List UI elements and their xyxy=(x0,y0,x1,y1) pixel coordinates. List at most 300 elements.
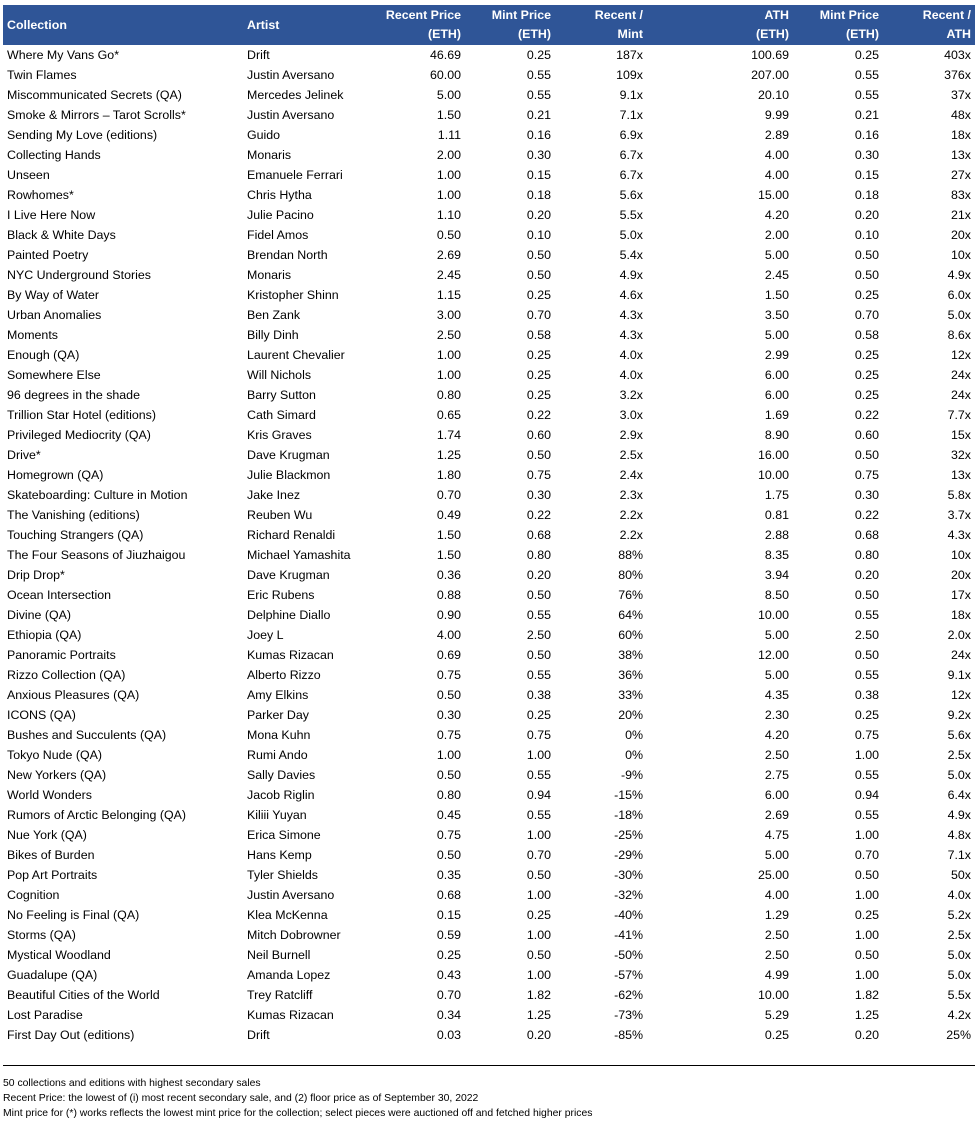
cell-ath-mint-price: 0.70 xyxy=(854,308,879,322)
cell-recent-price: 0.03 xyxy=(436,1028,461,1042)
column-header-line: Mint Price xyxy=(819,8,879,22)
cell-artist: Dave Krugman xyxy=(247,568,330,582)
cell-recent-ath: 403x xyxy=(944,48,971,62)
table-row xyxy=(3,65,975,85)
cell-recent-ath: 24x xyxy=(951,648,971,662)
cell-recent-ath: 8.6x xyxy=(947,328,971,342)
cell-recent-price: 1.50 xyxy=(436,548,461,562)
cell-mint-price: 0.55 xyxy=(526,768,551,782)
table-row xyxy=(3,805,975,825)
cell-collection: Privileged Mediocrity (QA) xyxy=(7,428,151,442)
cell-collection: Beautiful Cities of the World xyxy=(7,988,160,1002)
table-row xyxy=(3,105,975,125)
cell-collection: Divine (QA) xyxy=(7,608,72,622)
cell-recent-mint: 6.9x xyxy=(619,128,643,142)
cell-ath-mint-price: 1.00 xyxy=(854,968,879,982)
cell-mint-price: 0.15 xyxy=(526,168,551,182)
cell-recent-price: 0.90 xyxy=(436,608,461,622)
column-header-line: (ETH) xyxy=(517,27,551,41)
cell-recent-mint: -15% xyxy=(614,788,643,802)
cell-recent-price: 5.00 xyxy=(436,88,461,102)
table-row xyxy=(3,785,975,805)
cell-artist: Kris Graves xyxy=(247,428,312,442)
cell-recent-mint: 4.9x xyxy=(619,268,643,282)
cell-recent-price: 1.11 xyxy=(437,128,461,142)
cell-artist: Richard Renaldi xyxy=(247,528,336,542)
cell-recent-price: 1.25 xyxy=(436,448,461,462)
cell-ath: 6.00 xyxy=(764,788,789,802)
cell-recent-price: 2.50 xyxy=(436,328,461,342)
cell-recent-mint: 2.2x xyxy=(619,528,643,542)
cell-artist: Will Nichols xyxy=(247,368,312,382)
cell-recent-price: 1.00 xyxy=(436,168,461,182)
cell-ath-mint-price: 0.55 xyxy=(854,668,879,682)
cell-collection: World Wonders xyxy=(7,788,92,802)
cell-collection: Rumors of Arctic Belonging (QA) xyxy=(7,808,187,822)
cell-ath: 4.00 xyxy=(764,888,789,902)
cell-recent-price: 0.70 xyxy=(436,988,461,1002)
cell-artist: Jacob Riglin xyxy=(247,788,315,802)
cell-mint-price: 0.55 xyxy=(526,808,551,822)
table-row xyxy=(3,345,975,365)
table-row xyxy=(3,745,975,765)
cell-recent-price: 0.50 xyxy=(436,688,461,702)
cell-recent-ath: 5.2x xyxy=(947,908,971,922)
cell-recent-price: 0.88 xyxy=(436,588,461,602)
column-header-ath xyxy=(647,5,793,45)
cell-ath-mint-price: 0.16 xyxy=(854,128,879,142)
cell-recent-price: 0.43 xyxy=(436,968,461,982)
cell-ath: 0.81 xyxy=(764,508,789,522)
cell-mint-price: 0.58 xyxy=(526,328,551,342)
cell-recent-ath: 2.0x xyxy=(947,628,971,642)
cell-collection: New Yorkers (QA) xyxy=(7,768,107,782)
cell-recent-price: 3.00 xyxy=(436,308,461,322)
cell-mint-price: 1.25 xyxy=(526,1008,551,1022)
cell-mint-price: 0.25 xyxy=(526,288,551,302)
cell-recent-ath: 12x xyxy=(951,688,971,702)
cell-ath: 2.75 xyxy=(764,768,789,782)
cell-recent-mint: -30% xyxy=(614,868,643,882)
cell-artist: Neil Burnell xyxy=(247,948,311,962)
cell-collection: By Way of Water xyxy=(7,288,100,302)
cell-recent-ath: 13x xyxy=(951,468,971,482)
cell-recent-mint: 6.7x xyxy=(619,148,643,162)
table-row xyxy=(3,645,975,665)
cell-ath-mint-price: 0.30 xyxy=(854,488,879,502)
cell-mint-price: 0.30 xyxy=(526,148,551,162)
table-row xyxy=(3,305,975,325)
cell-recent-ath: 32x xyxy=(951,448,971,462)
cell-recent-mint: -57% xyxy=(614,968,643,982)
cell-ath-mint-price: 0.55 xyxy=(854,68,879,82)
cell-ath-mint-price: 1.82 xyxy=(854,988,879,1002)
column-header-line: Collection xyxy=(7,17,67,32)
table-row xyxy=(3,265,975,285)
cell-mint-price: 0.25 xyxy=(526,708,551,722)
cell-recent-mint: 33% xyxy=(618,688,643,702)
cell-ath-mint-price: 0.25 xyxy=(854,288,879,302)
cell-mint-price: 0.25 xyxy=(526,48,551,62)
cell-ath: 4.35 xyxy=(764,688,789,702)
table-row xyxy=(3,545,975,565)
cell-ath-mint-price: 0.20 xyxy=(854,568,879,582)
table-row xyxy=(3,825,975,845)
table-row xyxy=(3,125,975,145)
cell-recent-price: 0.75 xyxy=(436,668,461,682)
cell-artist: Hans Kemp xyxy=(247,848,312,862)
cell-artist: Drift xyxy=(247,48,270,62)
column-header-artist xyxy=(243,5,373,45)
cell-ath: 3.50 xyxy=(764,308,789,322)
table-row xyxy=(3,1025,975,1045)
cell-recent-mint: 2.3x xyxy=(619,488,643,502)
cell-recent-ath: 9.2x xyxy=(947,708,971,722)
cell-mint-price: 0.50 xyxy=(526,268,551,282)
cell-recent-price: 1.80 xyxy=(436,468,461,482)
cell-recent-price: 0.15 xyxy=(436,908,461,922)
cell-recent-mint: 7.1x xyxy=(619,108,643,122)
cell-recent-ath: 5.5x xyxy=(947,988,971,1002)
cell-ath-mint-price: 0.50 xyxy=(854,248,879,262)
cell-collection: Trillion Star Hotel (editions) xyxy=(7,408,156,422)
cell-collection: I Live Here Now xyxy=(7,208,96,222)
table-row xyxy=(3,205,975,225)
column-header-line: Recent / xyxy=(922,8,971,22)
table-row xyxy=(3,365,975,385)
cell-ath-mint-price: 0.50 xyxy=(854,868,879,882)
cell-recent-ath: 7.7x xyxy=(947,408,971,422)
cell-recent-ath: 24x xyxy=(951,368,971,382)
cell-artist: Erica Simone xyxy=(247,828,321,842)
cell-mint-price: 0.50 xyxy=(526,648,551,662)
table-row xyxy=(3,145,975,165)
cell-mint-price: 0.50 xyxy=(526,588,551,602)
cell-artist: Monaris xyxy=(247,148,292,162)
cell-recent-ath: 12x xyxy=(951,348,971,362)
column-header-line: Recent / xyxy=(594,8,643,22)
cell-recent-ath: 5.0x xyxy=(947,308,971,322)
cell-artist: Mona Kuhn xyxy=(247,728,311,742)
cell-recent-price: 46.69 xyxy=(429,48,461,62)
cell-recent-ath: 37x xyxy=(951,88,971,102)
column-header-line: Artist xyxy=(247,17,280,32)
cell-ath-mint-price: 0.22 xyxy=(854,408,879,422)
cell-ath-mint-price: 0.70 xyxy=(854,848,879,862)
cell-collection: Ocean Intersection xyxy=(7,588,112,602)
cell-ath: 2.30 xyxy=(764,708,789,722)
column-header-recent-ath xyxy=(883,5,975,45)
cell-artist: Tyler Shields xyxy=(247,868,318,882)
cell-collection: Smoke & Mirrors – Tarot Scrolls* xyxy=(7,108,186,122)
cell-ath: 4.00 xyxy=(764,168,789,182)
cell-recent-ath: 48x xyxy=(951,108,971,122)
cell-mint-price: 1.82 xyxy=(526,988,551,1002)
cell-mint-price: 0.55 xyxy=(526,668,551,682)
cell-ath: 4.00 xyxy=(764,148,789,162)
cell-artist: Brendan North xyxy=(247,248,328,262)
cell-ath: 6.00 xyxy=(764,368,789,382)
cell-ath-mint-price: 0.55 xyxy=(854,88,879,102)
cell-recent-mint: 109x xyxy=(616,68,643,82)
cell-collection: Mystical Woodland xyxy=(7,948,111,962)
table-row xyxy=(3,665,975,685)
cell-ath: 8.50 xyxy=(764,588,789,602)
cell-recent-mint: 5.6x xyxy=(619,188,643,202)
cell-artist: Joey L xyxy=(247,628,284,642)
cell-ath: 2.50 xyxy=(764,748,789,762)
cell-recent-ath: 20x xyxy=(951,228,971,242)
cell-mint-price: 1.00 xyxy=(526,968,551,982)
cell-ath-mint-price: 0.55 xyxy=(854,608,879,622)
cell-recent-price: 2.45 xyxy=(436,268,461,282)
cell-mint-price: 0.21 xyxy=(526,108,551,122)
cell-ath-mint-price: 2.50 xyxy=(854,628,879,642)
cell-ath-mint-price: 0.58 xyxy=(854,328,879,342)
cell-recent-price: 0.69 xyxy=(436,648,461,662)
cell-ath: 16.00 xyxy=(757,448,789,462)
cell-mint-price: 1.00 xyxy=(526,748,551,762)
cell-ath: 0.25 xyxy=(764,1028,789,1042)
cell-recent-mint: -73% xyxy=(614,1008,643,1022)
cell-artist: Monaris xyxy=(247,268,292,282)
cell-recent-mint: -18% xyxy=(614,808,643,822)
cell-ath-mint-price: 0.30 xyxy=(854,148,879,162)
cell-recent-price: 1.50 xyxy=(436,108,461,122)
column-header-line: ATH xyxy=(946,27,971,41)
cell-recent-ath: 4.3x xyxy=(947,528,971,542)
cell-recent-ath: 5.8x xyxy=(947,488,971,502)
cell-mint-price: 0.75 xyxy=(526,728,551,742)
cell-artist: Eric Rubens xyxy=(247,588,315,602)
cell-artist: Klea McKenna xyxy=(247,908,328,922)
cell-mint-price: 0.75 xyxy=(526,468,551,482)
cell-artist: Michael Yamashita xyxy=(247,548,351,562)
cell-mint-price: 0.70 xyxy=(526,848,551,862)
cell-recent-price: 0.50 xyxy=(436,768,461,782)
cell-ath: 207.00 xyxy=(751,68,789,82)
table-row xyxy=(3,405,975,425)
cell-ath-mint-price: 0.50 xyxy=(854,448,879,462)
cell-artist: Kiliii Yuyan xyxy=(247,808,307,822)
cell-collection: Panoramic Portraits xyxy=(7,648,116,662)
cell-ath-mint-price: 1.00 xyxy=(854,888,879,902)
cell-artist: Justin Aversano xyxy=(247,108,335,122)
cell-recent-mint: 2.4x xyxy=(619,468,643,482)
cell-ath: 1.50 xyxy=(764,288,789,302)
cell-artist: Sally Davies xyxy=(247,768,316,782)
cell-recent-ath: 13x xyxy=(951,148,971,162)
cell-ath-mint-price: 1.25 xyxy=(854,1008,879,1022)
cell-recent-ath: 21x xyxy=(951,208,971,222)
cell-collection: Collecting Hands xyxy=(7,148,101,162)
cell-artist: Justin Aversano xyxy=(247,68,335,82)
table-row xyxy=(3,245,975,265)
cell-collection: Where My Vans Go* xyxy=(7,48,120,62)
cell-ath-mint-price: 0.80 xyxy=(854,548,879,562)
cell-ath: 2.69 xyxy=(764,808,789,822)
cell-recent-mint: 4.3x xyxy=(619,328,643,342)
cell-ath-mint-price: 0.75 xyxy=(854,468,879,482)
table-row xyxy=(3,945,975,965)
cell-ath-mint-price: 0.25 xyxy=(854,388,879,402)
cell-recent-ath: 7.1x xyxy=(947,848,971,862)
cell-ath: 2.88 xyxy=(764,528,789,542)
cell-artist: Amanda Lopez xyxy=(247,968,331,982)
cell-recent-mint: 4.6x xyxy=(619,288,643,302)
cell-recent-ath: 27x xyxy=(951,168,971,182)
cell-collection: Somewhere Else xyxy=(7,368,101,382)
cell-collection: Bushes and Succulents (QA) xyxy=(7,728,167,742)
cell-ath-mint-price: 0.20 xyxy=(854,208,879,222)
cell-collection: Unseen xyxy=(7,168,50,182)
cell-recent-price: 0.25 xyxy=(436,948,461,962)
cell-recent-mint: 3.2x xyxy=(619,388,643,402)
collections-table xyxy=(3,5,975,1045)
table-row xyxy=(3,525,975,545)
cell-collection: Guadalupe (QA) xyxy=(7,968,98,982)
cell-recent-ath: 4.8x xyxy=(947,828,971,842)
cell-ath: 5.00 xyxy=(764,248,789,262)
cell-artist: Barry Sutton xyxy=(247,388,316,402)
cell-artist: Guido xyxy=(247,128,281,142)
cell-ath: 4.20 xyxy=(764,728,789,742)
cell-artist: Julie Blackmon xyxy=(247,468,331,482)
cell-recent-mint: 5.4x xyxy=(619,248,643,262)
cell-recent-mint: 2.2x xyxy=(619,508,643,522)
cell-recent-mint: 80% xyxy=(618,568,643,582)
cell-recent-ath: 4.2x xyxy=(947,1008,971,1022)
cell-recent-mint: 5.5x xyxy=(619,208,643,222)
cell-ath-mint-price: 0.75 xyxy=(854,728,879,742)
cell-ath-mint-price: 0.50 xyxy=(854,648,879,662)
cell-mint-price: 0.25 xyxy=(526,368,551,382)
footnote-summary: 50 collections and editions with highest secondary sales xyxy=(3,1078,261,1089)
cell-artist: Julie Pacino xyxy=(247,208,314,222)
cell-recent-ath: 24x xyxy=(951,388,971,402)
cell-ath: 4.99 xyxy=(764,968,789,982)
cell-collection: Rizzo Collection (QA) xyxy=(7,668,126,682)
cell-recent-ath: 17x xyxy=(951,588,971,602)
cell-recent-price: 1.50 xyxy=(436,528,461,542)
cell-collection: Drive* xyxy=(7,448,41,462)
cell-mint-price: 0.20 xyxy=(526,568,551,582)
cell-ath-mint-price: 0.25 xyxy=(854,908,879,922)
cell-ath-mint-price: 0.21 xyxy=(854,108,879,122)
cell-recent-ath: 9.1x xyxy=(947,668,971,682)
cell-ath: 2.50 xyxy=(764,928,789,942)
cell-artist: Cath Simard xyxy=(247,408,316,422)
cell-mint-price: 0.55 xyxy=(526,68,551,82)
cell-recent-mint: 60% xyxy=(618,628,643,642)
table-row xyxy=(3,985,975,1005)
cell-ath-mint-price: 0.60 xyxy=(854,428,879,442)
cell-recent-price: 0.50 xyxy=(436,228,461,242)
cell-collection: Pop Art Portraits xyxy=(7,868,98,882)
cell-ath: 8.35 xyxy=(764,548,789,562)
cell-recent-mint: 2.5x xyxy=(619,448,643,462)
cell-mint-price: 0.38 xyxy=(526,688,551,702)
cell-recent-mint: 187x xyxy=(616,48,643,62)
cell-recent-ath: 25% xyxy=(946,1028,971,1042)
cell-mint-price: 1.00 xyxy=(526,888,551,902)
table-row xyxy=(3,845,975,865)
cell-recent-price: 0.70 xyxy=(436,488,461,502)
cell-artist: Parker Day xyxy=(247,708,309,722)
cell-mint-price: 0.55 xyxy=(526,608,551,622)
cell-artist: Amy Elkins xyxy=(247,688,309,702)
cell-collection: Black & White Days xyxy=(7,228,116,242)
cell-recent-ath: 10x xyxy=(951,248,971,262)
cell-ath-mint-price: 0.55 xyxy=(854,808,879,822)
cell-recent-price: 0.36 xyxy=(436,568,461,582)
cell-recent-price: 1.15 xyxy=(436,288,461,302)
column-header-collection xyxy=(3,5,243,45)
cell-mint-price: 2.50 xyxy=(526,628,551,642)
cell-recent-price: 0.80 xyxy=(436,388,461,402)
cell-ath-mint-price: 0.55 xyxy=(854,768,879,782)
cell-recent-mint: 0% xyxy=(625,748,643,762)
cell-artist: Reuben Wu xyxy=(247,508,313,522)
cell-recent-ath: 4.9x xyxy=(947,268,971,282)
column-header-line: (ETH) xyxy=(845,27,879,41)
cell-ath: 1.29 xyxy=(764,908,789,922)
cell-recent-mint: -40% xyxy=(614,908,643,922)
cell-recent-ath: 4.9x xyxy=(947,808,971,822)
table-row xyxy=(3,465,975,485)
cell-recent-ath: 2.5x xyxy=(947,928,971,942)
cell-recent-price: 1.00 xyxy=(436,368,461,382)
header-row xyxy=(3,5,975,45)
cell-recent-price: 0.65 xyxy=(436,408,461,422)
table-row xyxy=(3,165,975,185)
cell-recent-price: 0.50 xyxy=(436,848,461,862)
cell-mint-price: 0.60 xyxy=(526,428,551,442)
cell-artist: Chris Hytha xyxy=(247,188,312,202)
cell-ath-mint-price: 0.25 xyxy=(854,708,879,722)
cell-ath-mint-price: 0.22 xyxy=(854,508,879,522)
cell-artist: Trey Ratcliff xyxy=(247,988,313,1002)
cell-recent-ath: 5.0x xyxy=(947,768,971,782)
cell-mint-price: 0.25 xyxy=(526,348,551,362)
column-header-line: (ETH) xyxy=(755,27,789,41)
cell-collection: The Vanishing (editions) xyxy=(7,508,140,522)
column-header-recent-price xyxy=(373,5,465,45)
cell-artist: Laurent Chevalier xyxy=(247,348,345,362)
table-row xyxy=(3,585,975,605)
cell-recent-ath: 4.0x xyxy=(947,888,971,902)
cell-recent-ath: 5.6x xyxy=(947,728,971,742)
cell-recent-mint: 88% xyxy=(618,548,643,562)
cell-collection: Tokyo Nude (QA) xyxy=(7,748,103,762)
cell-mint-price: 1.00 xyxy=(526,928,551,942)
cell-recent-mint: -85% xyxy=(614,1028,643,1042)
cell-ath: 20.10 xyxy=(757,88,789,102)
cell-recent-mint: -29% xyxy=(614,848,643,862)
cell-mint-price: 0.16 xyxy=(526,128,551,142)
cell-recent-price: 0.45 xyxy=(436,808,461,822)
cell-artist: Dave Krugman xyxy=(247,448,330,462)
cell-recent-mint: -9% xyxy=(620,768,643,782)
cell-ath-mint-price: 0.20 xyxy=(854,1028,879,1042)
cell-artist: Emanuele Ferrari xyxy=(247,168,343,182)
cell-ath: 5.00 xyxy=(764,848,789,862)
table-row xyxy=(3,685,975,705)
cell-mint-price: 1.00 xyxy=(526,828,551,842)
cell-recent-ath: 3.7x xyxy=(947,508,971,522)
cell-collection: NYC Underground Stories xyxy=(7,268,151,282)
cell-recent-price: 0.68 xyxy=(436,888,461,902)
